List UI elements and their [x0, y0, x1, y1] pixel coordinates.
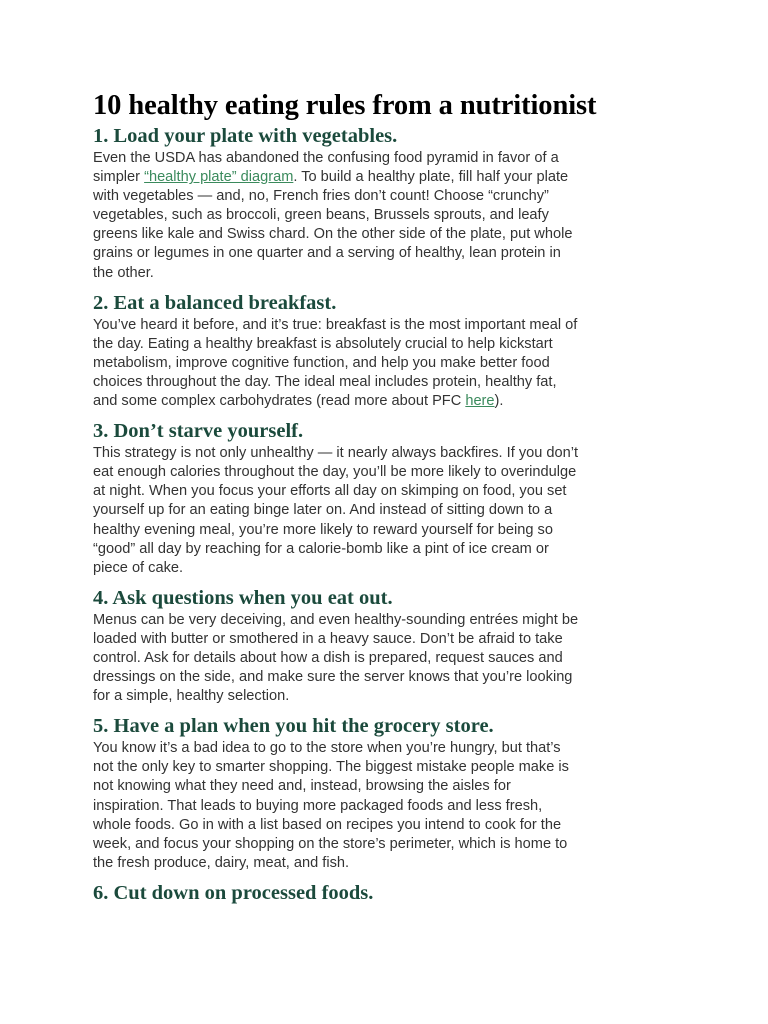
body-line: [93, 392, 683, 411]
body-text: and some complex carbohydrates (read more about PFC: [93, 393, 466, 410]
section-body: [93, 611, 683, 706]
body-line: “good” all day by reaching for a calorie-bomb like a pint of ice cream or: [93, 540, 549, 557]
body-line: healthy evening meal, you’re more likely to reward yourself for being so: [93, 521, 553, 538]
body-line: loaded with butter or smothered in a heavy sauce. Don’t be afraid to take: [93, 630, 563, 647]
body-line: for a simple, healthy selection.: [93, 688, 290, 705]
body-text: . To build a healthy plate, fill half your plate: [293, 169, 569, 186]
body-text: ).: [494, 393, 504, 410]
body-line: Even the USDA has abandoned the confusing food pyramid in favor of a: [93, 150, 559, 166]
section-heading: 1. Load your plate with vegetables.: [93, 125, 398, 147]
body-line: grains or legumes in one quarter and a serving of healthy, lean protein in: [93, 245, 561, 262]
body-line: piece of cake.: [93, 559, 184, 576]
body-line: the fresh produce, dairy, meat, and fish.: [93, 854, 350, 871]
section-4: [93, 585, 683, 706]
body-line: eat enough calories throughout the day, you’ll be more likely to overindulge: [93, 464, 577, 481]
body-line: This strategy is not only unhealthy — it nearly always backfires. If you don’t: [93, 445, 579, 462]
section-heading: 6. Cut down on processed foods.: [93, 881, 374, 904]
section-body: [93, 316, 683, 411]
body-line: not knowing what they need and, instead, browsing the aisles for: [93, 778, 511, 795]
section-heading: 2. Eat a balanced breakfast.: [93, 291, 337, 314]
body-line: greens like kale and Swiss chard. On the other side of the plate, put whole: [93, 226, 573, 243]
pfc-here-link[interactable]: here: [465, 393, 495, 410]
section-heading: 3. Don’t starve yourself.: [93, 420, 304, 443]
section-5: [93, 713, 683, 873]
body-line: You’ve heard it before, and it’s true: breakfast is the most important meal of: [93, 316, 578, 333]
body-line: yourself up for an eating binge later on. And instead of sitting down to a: [93, 502, 553, 519]
body-line: control. Ask for details about how a dish is prepared, request sauces and: [93, 649, 563, 666]
body-line: metabolism, improve cognitive function, and help you make better food: [93, 354, 550, 371]
section-body: [93, 444, 683, 578]
body-line: not the only key to smarter shopping. The biggest mistake people make is: [93, 759, 569, 776]
body-line: [93, 168, 683, 187]
body-line: inspiration. That leads to buying more packaged foods and less fresh,: [93, 797, 543, 814]
section-1: [93, 123, 683, 283]
section-body: [93, 739, 683, 873]
section-heading: 5. Have a plan when you hit the grocery store.: [93, 715, 494, 738]
body-line: You know it’s a bad idea to go to the store when you’re hungry, but that’s: [93, 740, 561, 757]
section-2: [93, 290, 683, 411]
body-line: choices throughout the day. The ideal meal includes protein, healthy fat,: [93, 373, 557, 390]
body-line: week, and focus your shopping on the store’s perimeter, which is home to: [93, 835, 568, 852]
body-line: Menus can be very deceiving, and even healthy-sounding entrées might be: [93, 611, 579, 628]
body-line: with vegetables — and, no, French fries don’t count! Choose “crunchy”: [93, 188, 549, 205]
body-line: dressings on the side, and make sure the server knows that you’re looking: [93, 669, 573, 686]
section-3: [93, 418, 683, 578]
document-page: [93, 88, 683, 906]
body-line: the day. Eating a healthy breakfast is absolutely crucial to help kickstart: [93, 335, 553, 352]
section-body: [93, 149, 683, 283]
body-line: the other.: [93, 264, 154, 281]
section-heading: 4. Ask questions when you eat out.: [93, 586, 393, 609]
body-text: simpler: [93, 169, 145, 186]
section-6: [93, 880, 683, 906]
page-title: 10 healthy eating rules from a nutritionist: [93, 90, 597, 121]
healthy-plate-link[interactable]: “healthy plate” diagram: [144, 169, 294, 186]
body-line: at night. When you focus your efforts all day on skimping on food, you set: [93, 483, 567, 500]
body-line: whole foods. Go in with a list based on recipes you intend to cook for the: [93, 816, 562, 833]
body-line: vegetables, such as broccoli, green beans, Brussels sprouts, and leafy: [93, 207, 549, 224]
